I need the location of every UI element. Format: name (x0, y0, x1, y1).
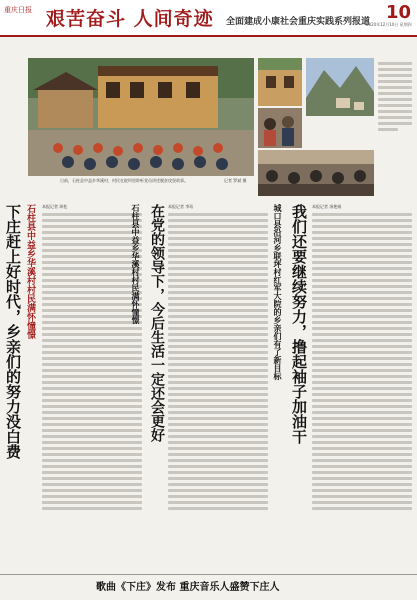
photo-villagers (258, 108, 302, 148)
page-meta: 2020年12月10日 星期四 (366, 22, 412, 27)
collage-caption (378, 62, 412, 192)
bottom-headline: 歌曲《下庄》发布 重庆音乐人盛赞下庄人 (96, 582, 280, 593)
article-right-subhead: 城口县沿河乡联坪村红军大院的乡亲们有了新目标 (273, 204, 282, 380)
photo-mountain-village (306, 58, 374, 116)
page-subtitle: 全面建成小康社会重庆实践系列报道 (226, 17, 371, 27)
article-right-byline: 本报记者 汤艳娟 (312, 204, 342, 209)
article-left-subhead: 石柱县中益乡华溪村村民满怀憧憬 (25, 204, 35, 339)
photo-meeting (258, 150, 374, 196)
article-left-byline: 本报记者 周松 (42, 204, 68, 209)
article-center-byline: 本报记者 李珩 (168, 204, 194, 209)
article-right-headline: 我们还要继续努力，撸起袖子加油干 (290, 204, 308, 444)
main-photo-caption: 日前，石柱县中益乡华溪村，村民在院坝里聆听党员讲述脱贫攻坚故事。 (60, 178, 188, 183)
article-right-body (312, 204, 412, 566)
paper-name: 重庆日报 (4, 6, 32, 14)
article-center-subhead: 石柱县中益乡华溪村村民满怀憧憬 (131, 204, 140, 324)
article-center-body (168, 204, 268, 566)
page-title: 艰苦奋斗 人间奇迹 (46, 8, 214, 30)
page-number: 10 (386, 2, 412, 23)
main-photo (28, 58, 254, 176)
masthead-rule (0, 35, 417, 37)
article-center-headline: 在党的领导下，今后生活一定还会更好 (149, 204, 165, 442)
bottom-rule (0, 574, 417, 575)
photo-house (258, 58, 302, 106)
main-photo-credit: 记者 罗斌 摄 (224, 178, 247, 183)
article-left-headline: 下庄赶上好时代，乡亲们的努力没白费 (4, 204, 22, 459)
article-left-body (42, 204, 142, 566)
